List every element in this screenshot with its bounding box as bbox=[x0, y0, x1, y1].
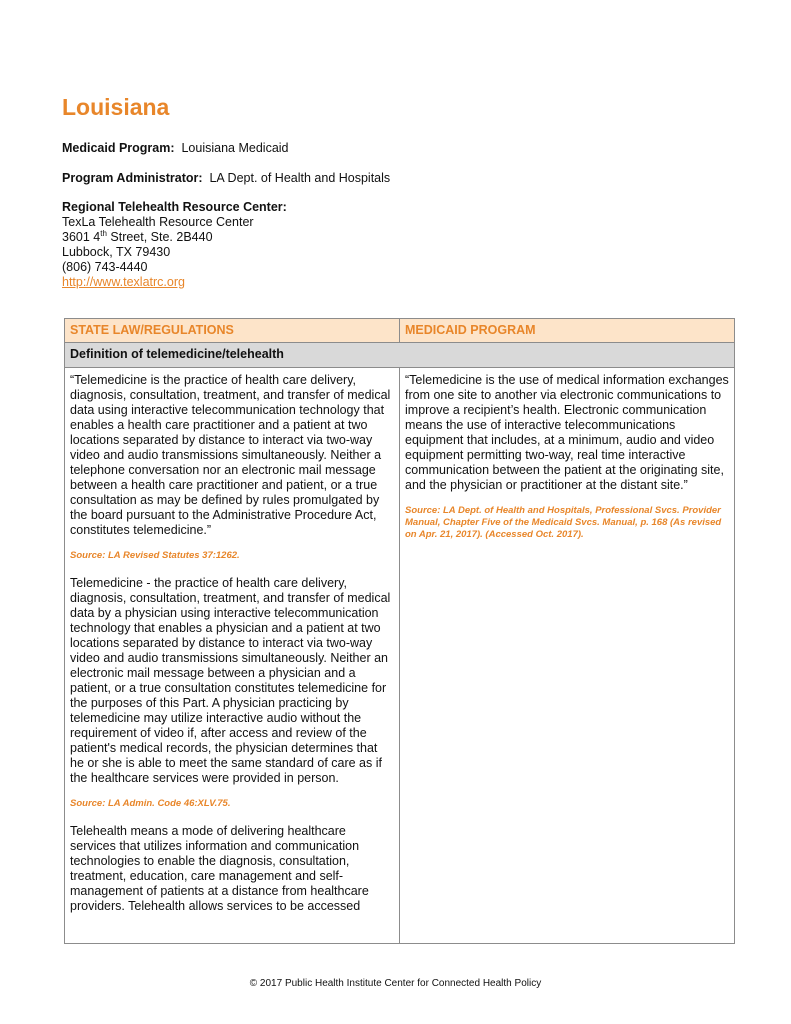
header-medicaid-program: MEDICAID PROGRAM bbox=[400, 319, 735, 343]
state-law-paragraph: “Telemedicine is the practice of health care delivery, diagnosis, consultation, treatment, and transfer of medical data using interactive telecommunication technology that enables a health care practitioner and a patient at two locations separated by distance to interact via two-way video and audio transmissions simultaneously. Neither a telephone conversation nor an electronic mail message between a health care practitioner and patient, or a true consultation as may be defined by rules promulgated by the board pursuant to the Administrative Procedure Act, constitutes telemedicine.” bbox=[70, 373, 391, 537]
program-administrator-line bbox=[62, 171, 390, 186]
state-law-source: Source: LA Admin. Code 46:XLV.75. bbox=[70, 798, 231, 809]
page-title: Louisiana bbox=[62, 94, 170, 120]
medicaid-program-label: Medicaid Program: bbox=[62, 141, 175, 155]
table-header-row bbox=[65, 319, 735, 343]
page-footer: © 2017 Public Health Institute Center for Connected Health Policy bbox=[249, 978, 542, 989]
medicaid-cell bbox=[400, 368, 735, 944]
program-administrator-value: LA Dept. of Health and Hospitals bbox=[209, 171, 391, 185]
medicaid-source: Source: LA Dept. of Health and Hospitals, Professional Svcs. Provider Manual, Chapter Five of the Medicaid Svcs. Manual, p. 168 (As revised on Apr. 21, 2017). (Accessed Oct. 2017). bbox=[405, 505, 722, 540]
medicaid-program-line bbox=[62, 141, 289, 156]
state-law-source: Source: LA Revised Statutes 37:1262. bbox=[70, 550, 240, 561]
street-rest: Street, Ste. 2B440 bbox=[106, 230, 213, 244]
resource-center-link[interactable]: http://www.texlatrc.org bbox=[62, 275, 185, 289]
resource-center-city: Lubbock, TX 79430 bbox=[62, 245, 171, 259]
state-law-paragraph: Telemedicine - the practice of health care delivery, diagnosis, consultation, treatment, and transfer of medical data by a physician using interactive telecommunication technology that enables a physician and a patient at two locations separated by distance to interact via two-way video and audio transmissions simultaneously. Neither an electronic mail message between a physician and a patient, or a true consultation constitutes telemedicine for the purposes of this Part. A physician practicing by telemedicine may utilize interactive audio without the requirement of video if, after access and review of the patient's medical records, the physician determines that he or she is able to meet the same standard of care as if the healthcare services were provided in person. bbox=[70, 576, 391, 785]
policy-table bbox=[64, 318, 735, 944]
content-row bbox=[65, 368, 735, 944]
section-title: Definition of telemedicine/telehealth bbox=[65, 343, 735, 368]
resource-center-name: TexLa Telehealth Resource Center bbox=[62, 215, 254, 229]
section-row bbox=[65, 343, 735, 368]
resource-center-street bbox=[62, 230, 287, 245]
header-state-law: STATE LAW/REGULATIONS bbox=[65, 319, 400, 343]
street-number: 3601 4 bbox=[62, 230, 101, 244]
state-law-cell bbox=[65, 368, 400, 944]
street-ordinal: th bbox=[100, 229, 107, 238]
medicaid-paragraph: “Telemedicine is the use of medical information exchanges from one site to another via electronic communications to improve a recipient’s health. Electronic communication means the use of interactive telecommunications equipment that includes, at a minimum, audio and video equipment permitting two-way, real time interactive communication between the patient at the originating site, and the physician or practitioner at the distant site.” bbox=[405, 373, 729, 492]
program-administrator-label: Program Administrator: bbox=[62, 171, 203, 185]
medicaid-program-value: Louisiana Medicaid bbox=[181, 141, 289, 155]
resource-center-block bbox=[62, 200, 287, 290]
resource-center-phone: (806) 743-4440 bbox=[62, 260, 148, 274]
state-law-paragraph: Telehealth means a mode of delivering healthcare services that utilizes information and communication technologies to enable the diagnosis, consultation, treatment, education, care management and self-management of patients at a distance from healthcare providers. Telehealth allows services to be accessed bbox=[70, 824, 369, 913]
resource-center-label: Regional Telehealth Resource Center: bbox=[62, 200, 287, 214]
